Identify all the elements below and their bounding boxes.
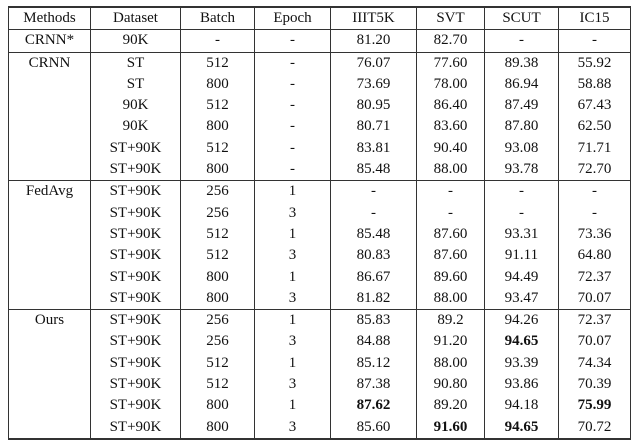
scut-cell: - [485,30,559,52]
batch-cell: 800 [181,395,255,416]
table-row [9,395,631,416]
ic15-cell: - [559,181,631,203]
svt-cell: 88.00 [417,288,485,310]
header-epoch: Epoch [255,7,331,30]
batch-cell: 512 [181,245,255,266]
header-iiit5k: IIIT5K [331,7,417,30]
method-cell: Ours [9,310,91,332]
iiit5k-cell: 76.07 [331,52,417,74]
scut-cell: 93.31 [485,224,559,245]
svt-cell: 88.00 [417,353,485,374]
iiit5k-cell: 80.71 [331,116,417,137]
epoch-cell: - [255,95,331,116]
scut-cell: 87.80 [485,116,559,137]
method-group [9,310,631,439]
dataset-cell: ST+90K [91,310,181,332]
dataset-cell: ST [91,52,181,74]
header-methods: Methods [9,7,91,30]
scut-cell: 93.78 [485,159,559,181]
epoch-cell: - [255,52,331,74]
ic15-cell: - [559,30,631,52]
iiit5k-cell: 73.69 [331,74,417,95]
ic15-cell: 74.34 [559,353,631,374]
dataset-cell: ST [91,74,181,95]
method-group [9,181,631,310]
table-row [9,30,631,52]
method-cell: CRNN [9,52,91,74]
svt-cell: 89.60 [417,267,485,288]
svt-cell: 91.60 [417,417,485,439]
svt-cell: 87.60 [417,224,485,245]
method-cell [9,116,91,137]
batch-cell: 800 [181,74,255,95]
epoch-cell: - [255,138,331,159]
method-cell [9,203,91,224]
iiit5k-cell: 85.83 [331,310,417,332]
batch-cell: 512 [181,138,255,159]
epoch-cell: 1 [255,267,331,288]
method-cell [9,95,91,116]
svt-cell: 86.40 [417,95,485,116]
ic15-cell: 64.80 [559,245,631,266]
iiit5k-cell: 87.38 [331,374,417,395]
method-cell [9,288,91,310]
epoch-cell: 1 [255,353,331,374]
ic15-cell: 70.07 [559,288,631,310]
method-group [9,52,631,181]
scut-cell: 94.49 [485,267,559,288]
ic15-cell: 70.72 [559,417,631,439]
iiit5k-cell: 85.48 [331,159,417,181]
method-cell [9,224,91,245]
scut-cell: 86.94 [485,74,559,95]
table-row [9,417,631,439]
epoch-cell: - [255,116,331,137]
iiit5k-cell: 87.62 [331,395,417,416]
table-row [9,331,631,352]
dataset-cell: ST+90K [91,159,181,181]
table-row [9,116,631,137]
dataset-cell: ST+90K [91,245,181,266]
header-scut: SCUT [485,7,559,30]
scut-cell: 91.11 [485,245,559,266]
dataset-cell: ST+90K [91,331,181,352]
dataset-cell: ST+90K [91,203,181,224]
scut-cell: 93.08 [485,138,559,159]
iiit5k-cell: 80.95 [331,95,417,116]
batch-cell: 512 [181,374,255,395]
method-cell [9,417,91,439]
batch-cell: 512 [181,52,255,74]
method-cell [9,138,91,159]
iiit5k-cell: - [331,203,417,224]
dataset-cell: ST+90K [91,374,181,395]
table-row [9,203,631,224]
dataset-cell: 90K [91,116,181,137]
iiit5k-cell: 83.81 [331,138,417,159]
epoch-cell: 1 [255,224,331,245]
scut-cell: 94.26 [485,310,559,332]
dataset-cell: ST+90K [91,267,181,288]
table-row [9,224,631,245]
method-cell [9,159,91,181]
svt-cell: 87.60 [417,245,485,266]
epoch-cell: 3 [255,374,331,395]
scut-cell: 89.38 [485,52,559,74]
ic15-cell: 70.39 [559,374,631,395]
svt-cell: - [417,203,485,224]
header-batch: Batch [181,7,255,30]
iiit5k-cell: 85.48 [331,224,417,245]
method-cell: CRNN* [9,30,91,52]
svt-cell: - [417,181,485,203]
table-row [9,95,631,116]
iiit5k-cell: 86.67 [331,267,417,288]
ic15-cell: 70.07 [559,331,631,352]
epoch-cell: 3 [255,331,331,352]
batch-cell: 800 [181,116,255,137]
epoch-cell: - [255,74,331,95]
method-cell: FedAvg [9,181,91,203]
epoch-cell: 3 [255,417,331,439]
batch-cell: 256 [181,203,255,224]
batch-cell: 512 [181,95,255,116]
method-group [9,30,631,52]
header-ic15: IC15 [559,7,631,30]
svt-cell: 77.60 [417,52,485,74]
results-table [8,6,631,440]
table-header [9,7,631,30]
batch-cell: 800 [181,288,255,310]
svt-cell: 89.2 [417,310,485,332]
batch-cell: 800 [181,417,255,439]
dataset-cell: 90K [91,95,181,116]
iiit5k-cell: - [331,181,417,203]
method-cell [9,331,91,352]
method-cell [9,245,91,266]
scut-cell: 93.86 [485,374,559,395]
method-cell [9,395,91,416]
epoch-cell: 1 [255,395,331,416]
ic15-cell: 72.37 [559,267,631,288]
method-cell [9,74,91,95]
batch-cell: 256 [181,331,255,352]
dataset-cell: ST+90K [91,138,181,159]
svt-cell: 90.40 [417,138,485,159]
dataset-cell: ST+90K [91,224,181,245]
scut-cell: 93.47 [485,288,559,310]
scut-cell: 87.49 [485,95,559,116]
iiit5k-cell: 84.88 [331,331,417,352]
table-row [9,310,631,332]
ic15-cell: 62.50 [559,116,631,137]
dataset-cell: ST+90K [91,288,181,310]
dataset-cell: ST+90K [91,181,181,203]
method-cell [9,374,91,395]
batch-cell: 800 [181,267,255,288]
iiit5k-cell: 80.83 [331,245,417,266]
table-row [9,374,631,395]
dataset-cell: ST+90K [91,353,181,374]
epoch-cell: - [255,30,331,52]
iiit5k-cell: 85.60 [331,417,417,439]
batch-cell: 512 [181,224,255,245]
dataset-cell: 90K [91,30,181,52]
scut-cell: 94.18 [485,395,559,416]
table-row [9,138,631,159]
table-row [9,52,631,74]
svt-cell: 91.20 [417,331,485,352]
ic15-cell: 71.71 [559,138,631,159]
ic15-cell: - [559,203,631,224]
iiit5k-cell: 81.20 [331,30,417,52]
table-row [9,181,631,203]
epoch-cell: 3 [255,245,331,266]
table-row [9,245,631,266]
iiit5k-cell: 85.12 [331,353,417,374]
svt-cell: 88.00 [417,159,485,181]
batch-cell: 256 [181,181,255,203]
table-row [9,74,631,95]
dataset-cell: ST+90K [91,395,181,416]
method-cell [9,353,91,374]
batch-cell: 512 [181,353,255,374]
scut-cell: 94.65 [485,331,559,352]
table-row [9,159,631,181]
table-row [9,353,631,374]
table-row [9,267,631,288]
table-row [9,288,631,310]
header-svt: SVT [417,7,485,30]
epoch-cell: 1 [255,181,331,203]
svt-cell: 82.70 [417,30,485,52]
svt-cell: 90.80 [417,374,485,395]
batch-cell: 256 [181,310,255,332]
ic15-cell: 72.37 [559,310,631,332]
method-cell [9,267,91,288]
ic15-cell: 58.88 [559,74,631,95]
svt-cell: 78.00 [417,74,485,95]
scut-cell: 93.39 [485,353,559,374]
batch-cell: 800 [181,159,255,181]
ic15-cell: 67.43 [559,95,631,116]
dataset-cell: ST+90K [91,417,181,439]
iiit5k-cell: 81.82 [331,288,417,310]
epoch-cell: 1 [255,310,331,332]
header-dataset: Dataset [91,7,181,30]
scut-cell: - [485,203,559,224]
ic15-cell: 75.99 [559,395,631,416]
ic15-cell: 72.70 [559,159,631,181]
ic15-cell: 55.92 [559,52,631,74]
batch-cell: - [181,30,255,52]
scut-cell: - [485,181,559,203]
svt-cell: 89.20 [417,395,485,416]
svt-cell: 83.60 [417,116,485,137]
epoch-cell: - [255,159,331,181]
epoch-cell: 3 [255,203,331,224]
ic15-cell: 73.36 [559,224,631,245]
epoch-cell: 3 [255,288,331,310]
scut-cell: 94.65 [485,417,559,439]
